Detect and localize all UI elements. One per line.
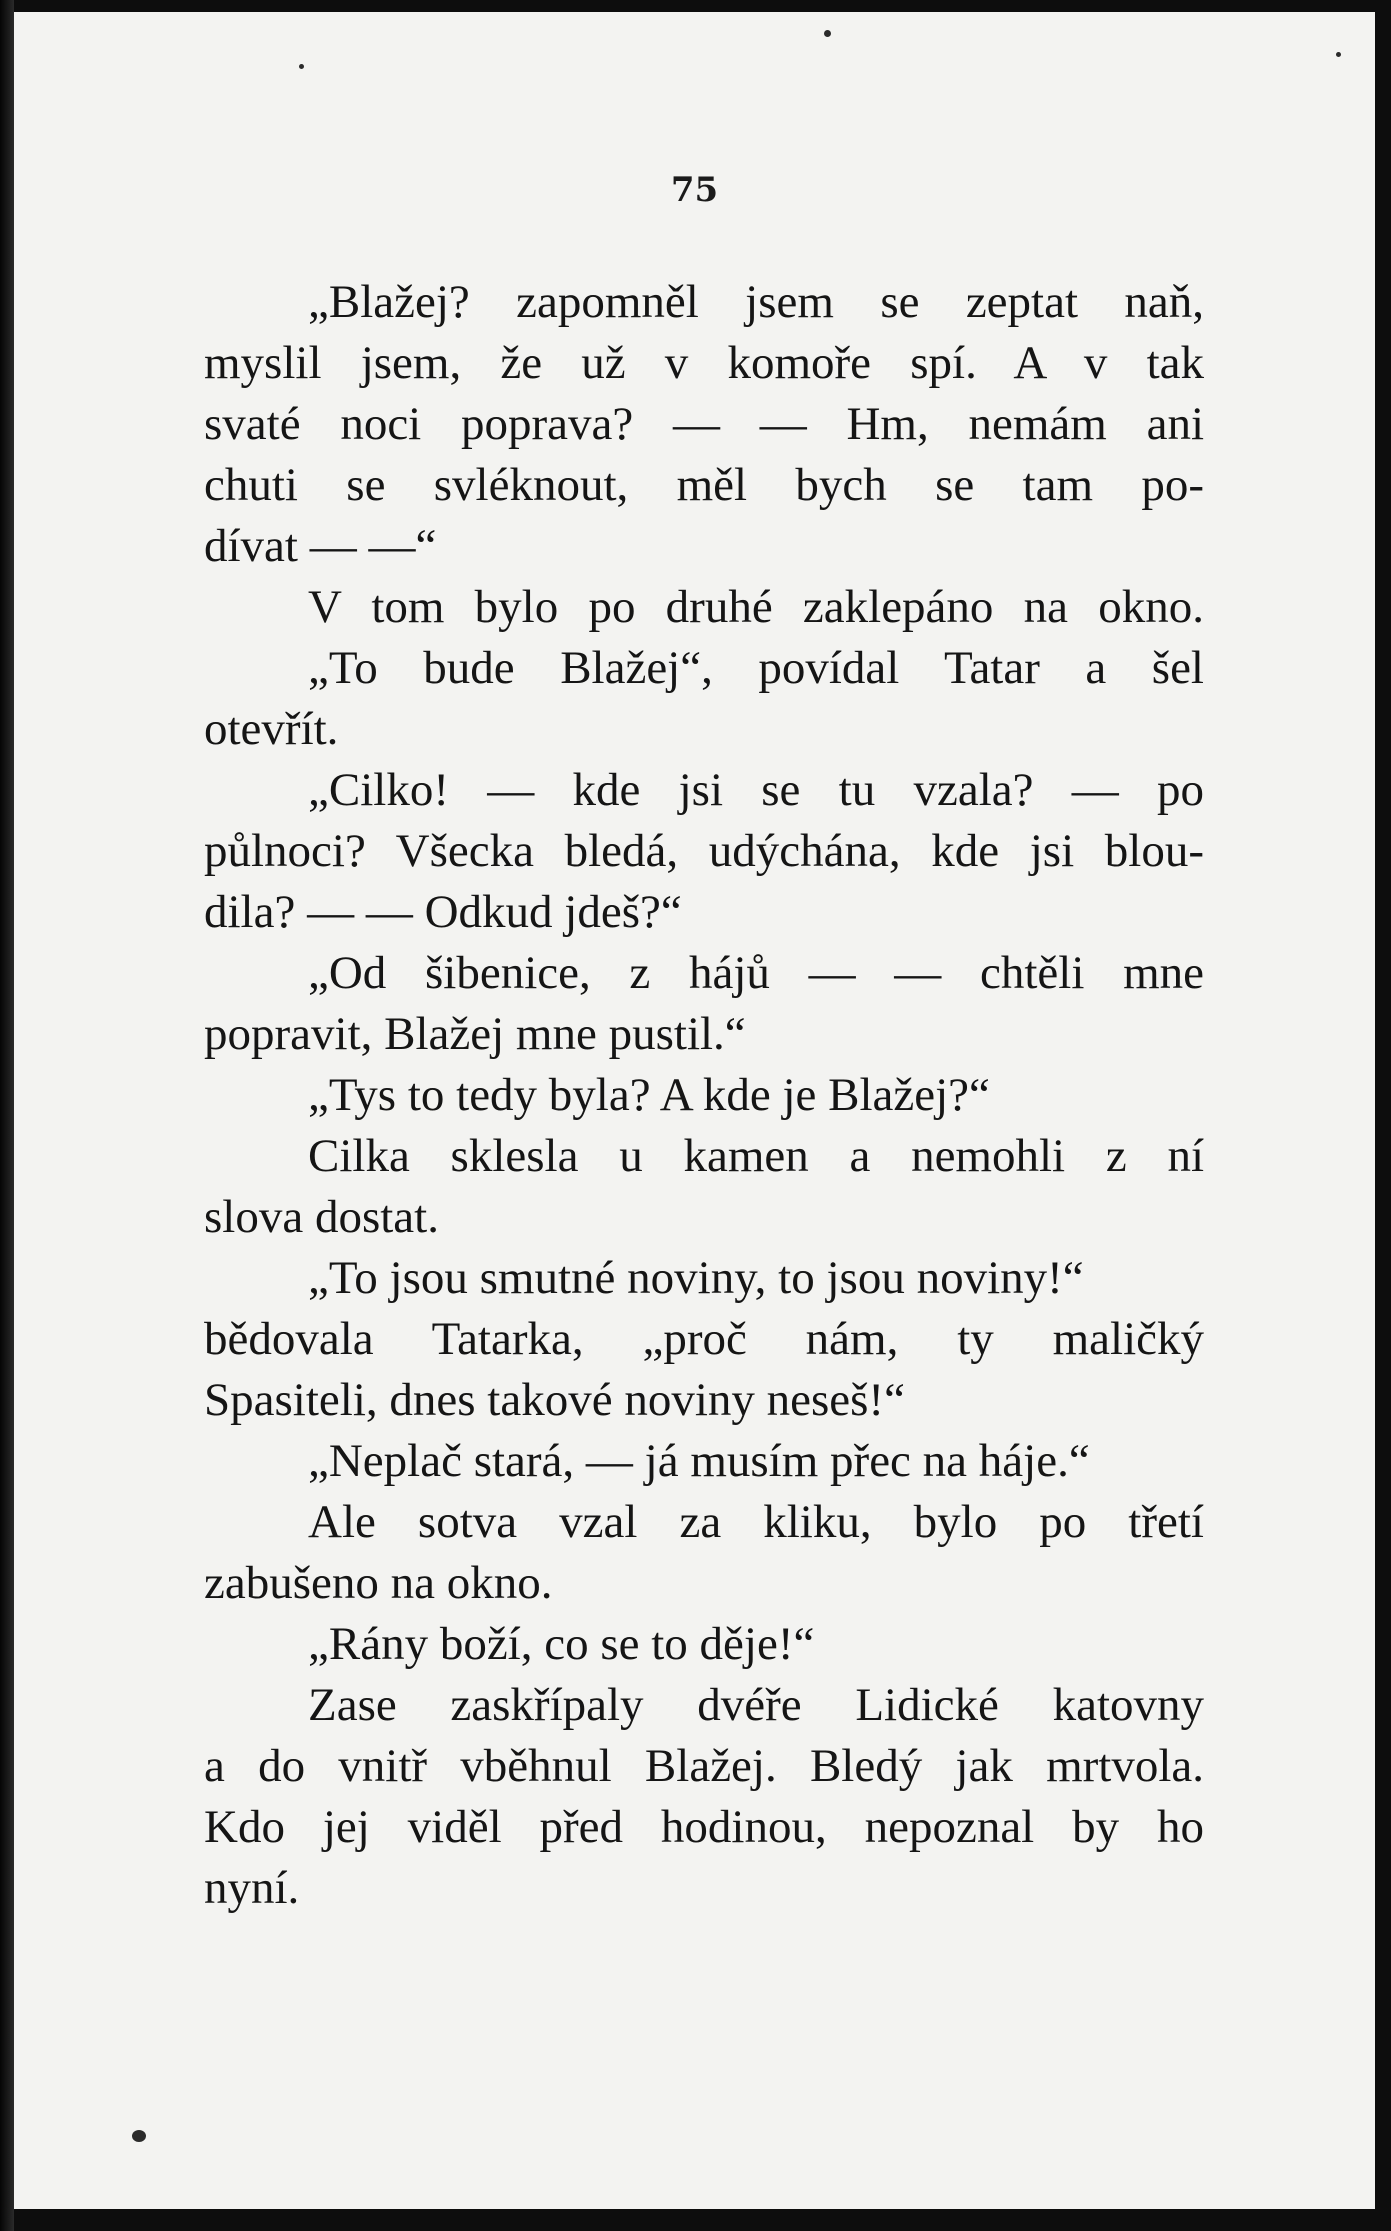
- text-line: bědovala Tatarka, „proč nám, ty maličký: [204, 1313, 1204, 1365]
- text-line: slova dostat.: [204, 1191, 439, 1243]
- text-line: dila? — — Odkud jdeš?“: [204, 886, 682, 938]
- text-line: „Blažej? zapomněl jsem se zeptat naň,: [308, 276, 1204, 328]
- text-line: „Od šibenice, z hájů — — chtěli mne: [308, 947, 1204, 999]
- text-line: Spasiteli, dnes takové noviny neseš!“: [204, 1374, 905, 1426]
- text-line: zabušeno na okno.: [204, 1557, 553, 1609]
- text-line: chuti se svléknout, měl bych se tam po-: [204, 459, 1204, 511]
- text-line: a do vnitř vběhnul Blažej. Bledý jak mrtvola.: [204, 1740, 1204, 1792]
- text-line: „To bude Blažej“, povídal Tatar a šel: [308, 642, 1204, 694]
- text-line: popravit, Blažej mne pustil.“: [204, 1008, 746, 1060]
- text-line: Kdo jej viděl před hodinou, nepoznal by ho: [204, 1801, 1204, 1853]
- book-page: [14, 12, 1375, 2209]
- scan-speck: [824, 30, 831, 37]
- scan-speck: [1336, 52, 1341, 57]
- text-line: „Rány boží, co se to děje!“: [308, 1618, 815, 1670]
- text-line: V tom bylo po druhé zaklepáno na okno.: [308, 581, 1204, 633]
- text-line: svaté noci poprava? — — Hm, nemám ani: [204, 398, 1204, 450]
- text-line: Zase zaskřípaly dvéře Lidické katovny: [308, 1679, 1204, 1731]
- text-line: nyní.: [204, 1862, 300, 1914]
- text-line: „Cilko! — kde jsi se tu vzala? — po: [308, 764, 1204, 816]
- scan-speck: [132, 2130, 146, 2142]
- text-line: „Neplač stará, — já musím přec na háje.“: [308, 1435, 1090, 1487]
- text-line: půlnoci? Všecka bledá, udýchána, kde jsi blou-: [204, 825, 1204, 877]
- text-line: dívat — —“: [204, 520, 437, 572]
- page-edge-shadow: [0, 0, 14, 2231]
- text-line: myslil jsem, že už v komoře spí. A v tak: [204, 337, 1204, 389]
- body-text: [204, 272, 1204, 1919]
- text-line: otevřít.: [204, 703, 339, 755]
- text-line: Cilka sklesla u kamen a nemohli z ní: [308, 1130, 1204, 1182]
- text-line: Ale sotva vzal za kliku, bylo po třetí: [308, 1496, 1204, 1548]
- text-line: „To jsou smutné noviny, to jsou noviny!“: [308, 1252, 1084, 1304]
- scan-speck: [299, 64, 304, 69]
- text-line: „Tys to tedy byla? A kde je Blažej?“: [308, 1069, 990, 1121]
- page-number: 75: [670, 170, 719, 210]
